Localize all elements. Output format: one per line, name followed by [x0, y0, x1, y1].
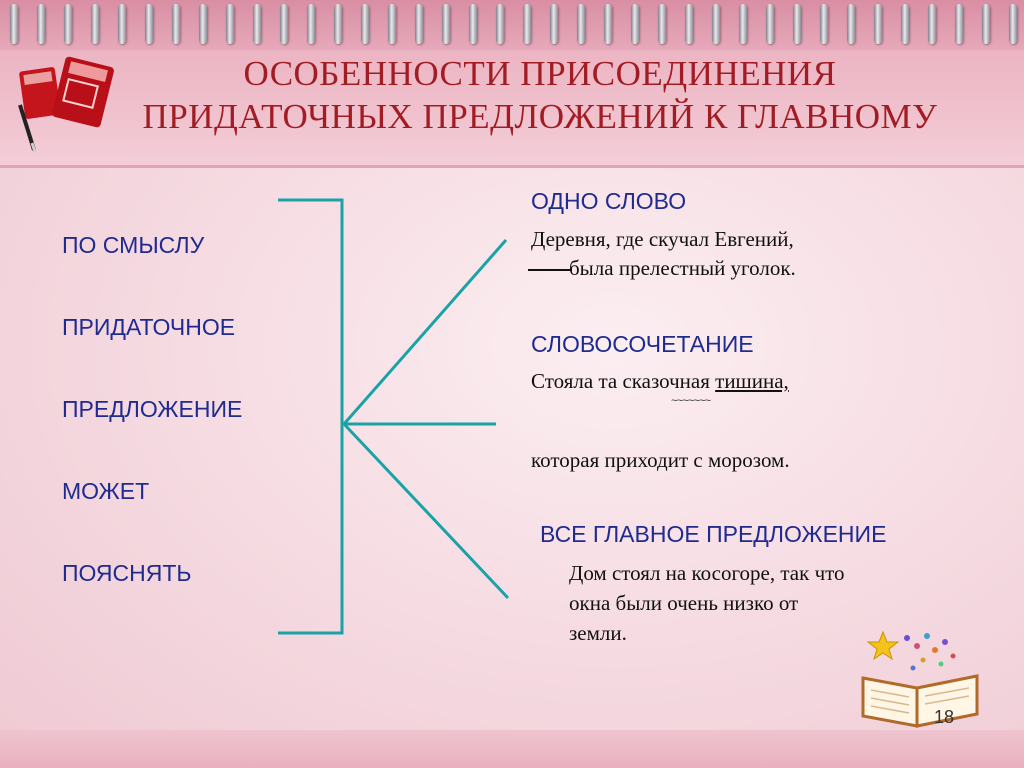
example-2-line-1 [531, 367, 789, 395]
left-word-5: ПОЯСНЯТЬ [62, 560, 192, 586]
title-line-1: ОСОБЕННОСТИ ПРИСОЕДИНЕНИЯ [243, 54, 837, 93]
left-word-1: ПО СМЫСЛУ [62, 232, 205, 258]
branch-heading-whole-clause: ВСЕ ГЛАВНОЕ ПРЕДЛОЖЕНИЕ [540, 521, 887, 547]
branch-heading-one-word: ОДНО СЛОВО [531, 188, 687, 214]
branch-line-bottom [344, 424, 508, 598]
left-word-4: МОЖЕТ [62, 478, 150, 504]
example-1-line-1: Деревня, где скучал Евгений, [531, 227, 794, 251]
branch-line-top [344, 240, 506, 424]
bracket-line [278, 200, 342, 633]
left-word-2: ПРИДАТОЧНОЕ [62, 314, 236, 340]
page-number: 18 [934, 707, 955, 727]
example-3-line-1: Дом стоял на косогоре, так что [569, 561, 845, 585]
branch-heading-phrase: СЛОВОСОЧЕТАНИЕ [531, 331, 754, 357]
example-2-underlined-word: тишина, [715, 369, 789, 393]
title-line-2: ПРИДАТОЧНЫХ ПРЕДЛОЖЕНИЙ К ГЛАВНОМУ [142, 97, 938, 136]
example-3-line-2: окна были очень низко от [569, 591, 799, 615]
left-word-3: ПРЕДЛОЖЕНИЕ [62, 396, 243, 422]
open-book-stars-icon [855, 628, 985, 728]
example-3-line-3: земли. [569, 621, 627, 645]
wavy-underline-mark: ~~~~~~~ [671, 396, 711, 408]
example-2-line-2: которая приходит с морозом. [531, 448, 790, 472]
example-2-prefix: Стояла та сказочная [531, 369, 710, 393]
example-1-line-2: была прелестный уголок. [569, 256, 796, 280]
